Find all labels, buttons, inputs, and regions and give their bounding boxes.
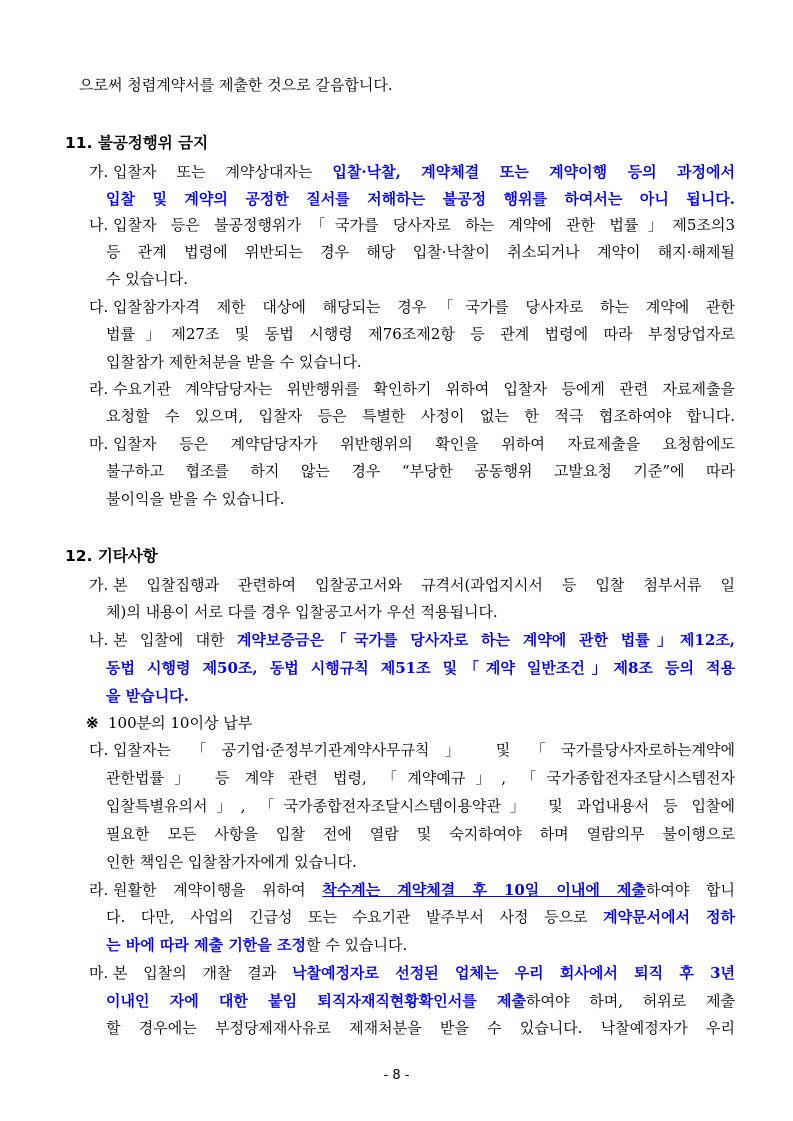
highlight-text: 입찰·낙찰, 계약체결 또는 계약이행 등의 과정에서 <box>332 163 735 181</box>
list-marker: 가. <box>89 163 109 181</box>
list-marker: 마. <box>89 435 109 453</box>
section-12-title: 12. 기타사항 <box>65 547 158 565</box>
list-marker: 라. <box>89 881 109 899</box>
highlight-text: 을 받습니다. <box>106 687 189 705</box>
list-marker: 나. <box>89 216 109 234</box>
list-marker: 라. <box>89 380 109 398</box>
highlight-text: 계약보증금은「국가를 당사자로 하는 계약에 관한 법률」제12조, <box>236 631 735 649</box>
highlight-text: 입찰 및 계약의 공정한 질서를 저해하는 불공정 행위를 하여서는 아니 됩니다. <box>106 190 735 208</box>
highlight-text: 동법 시행령 제50조, 동법 시행규칙 제51조 및「계약 일반조건」제8조 등의 적용 <box>106 659 735 677</box>
intro-text: 으로써 청렴계약서를 제출한 것으로 갈음합니다. <box>79 76 393 94</box>
highlight-text: 이내인 자에 대한 붙임 퇴직자재직현황확인서를 제출 <box>106 992 526 1010</box>
note-text: 100분의 10이상 납부 <box>108 714 253 732</box>
note-marker: ※ <box>86 714 99 732</box>
highlight-text: 는 바에 따라 제출 기한을 조정 <box>106 936 306 954</box>
page-number: - 8 - <box>383 1068 410 1083</box>
list-marker: 다. <box>89 741 109 759</box>
highlight-text: 계약문서에서 정하 <box>603 908 735 926</box>
highlight-underlined-text: 착수계는 계약체결 후 10일 이내에 제출 <box>322 881 646 899</box>
document-page: 으로써 청렴계약서를 제출한 것으로 갈음합니다. 11. 불공정행위 금지 가. 입찰자 또는 계약상대자는 입찰·낙찰, 계약체결 또는 계약이행 등의 과정에서 입찰 및 계약의 공정한 질서를 저해하는 불공정 행위를 하여서는 아니 됩니다. 나. 입찰자 등은 불공정행위가「국가를 당사자로 하는 계약에 관한 법률」제5조의3 등 관계 법령에 위반되는 경우 해당 입찰·낙찰이 취소되거나 계약이 해지·해제될 수 있습니다. 다. 입찰참가자격 제한 대상에 해당되는 경우「국가를 당사자로 하는 계약에 관한 법률」제27조 및 동법 시행령 제76조제2항 등 관계 법령에 따라 부정당업자로 입찰참가 제한처분을 받을 수 있습니다. 라. 수요기관 계약담당자는 위반행위를 확인하기 위하여 입찰자 등에게 관련 자료제출을 요청할 수 있으며, 입찰자 등은 특별한 사정이 없는 한 적극 협조하여야 합니다. 마. 입찰자 등은 계약담당자가 위반행위의 확인을 위하여 자료제출을 요청함에도 불구하고 협조를 하지 않는 경우 “부당한 공동행위 고발요청 기준”에 따라 불이익을 받을 수 있습니다. 12. 기타사항 가. 본 입찰집행과 관련하여 입찰공고서와 규격서(과업지시서 등 입찰 첨부서류 일 체)의 내용이 서로 다를 경우 입찰공고서가 우선 적용됩니다. 나. 본 입찰에 대한 계약보증금은「국가를 당사자로 하는 계약에 관한 법률」제12조, 동법 시행령 제50조, 동법 시행규칙 제51조 및「계약 일반조건」제8조 등의 적용 을 받습니다. ※ 100분의 10이상 납부 다. 입찰자는 「공기업·준정부기관계약사무규칙」 및 「국가를당사자로하는계약에 관한법률」 등 계약 관련 법령, 「계약예규」, 「국가종합전자조달시스템전자 입찰특별유의서」, 「국가종합전자조달시스템이용약관」 및 과업내용서 등 입찰에 필요한 모든 사항을 입찰 전에 열람 및 숙지하여야 하며 열람의무 불이행으로 인한 책임은 입찰참가자에게 있습니다. 라. 원활한 계약이행을 위하여 착수계는 계약체결 후 10일 이내에 제출하여야 합니 다. 다만, 사업의 긴급성 또는 수요기관 발주부서 사정 등으로 계약문서에서 정하 는 바에 따라 제출 기한을 조정할 수 있습니다. 마. 본 입찰의 개찰 결과 낙찰예정자로 선정된 업체는 우리 회사에서 퇴직 후 3년 이내인 자에 대한 붙임 퇴직자재직현황확인서를 제출하여야 하며, 허위로 제출 할 경우에는 부정당제재사유로 제재처분을 받을 수 있습니다. 낙찰예정자가 우리 - 8 - <box>0 0 793 1121</box>
list-marker: 다. <box>89 298 109 316</box>
section-11-title: 11. 불공정행위 금지 <box>65 134 209 152</box>
list-marker: 가. <box>89 576 109 594</box>
highlight-text: 낙찰예정자로 선정된 업체는 우리 회사에서 퇴직 후 3년 <box>292 964 735 982</box>
list-marker: 나. <box>89 631 109 649</box>
list-marker: 마. <box>89 964 109 982</box>
